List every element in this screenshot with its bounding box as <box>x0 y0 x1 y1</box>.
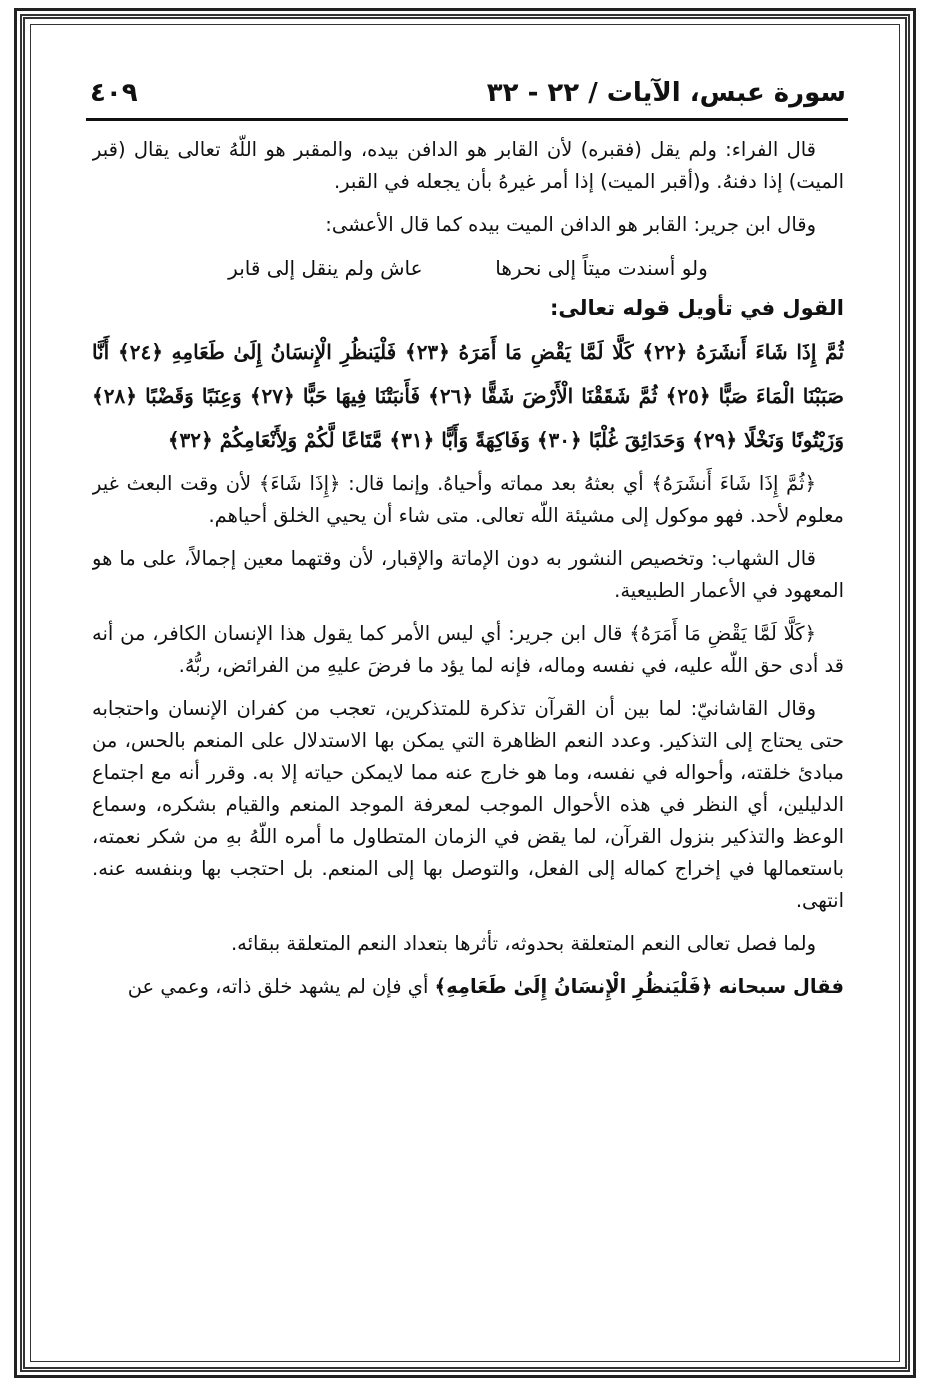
verse-hemistich-first: ولو أسندت ميتاً إلى نحرها <box>495 256 708 280</box>
page-number: ٤٠٩ <box>90 78 138 108</box>
paragraph-shihab: قال الشهاب: وتخصيص النشور به دون الإماتة والإقبار، لأن وقتهما معين إجمالاً، على ما هو المعهود في الأعمار الطبيعية. <box>92 547 844 602</box>
poetry-verse <box>92 252 844 284</box>
section-heading: القول في تأويل قوله تعالى: <box>550 296 844 320</box>
paragraph-commentary-24-intro: ولما فصل تعالى النعم المتعلقة بحدوثه، تأثرها بتعداد النعم المتعلقة ببقائه. <box>230 932 816 955</box>
running-title: سورة عبس، الآيات / ٢٢ - ٣٢ <box>486 78 846 108</box>
commentary-text: أي فإن لم يشهد خلق ذاته، وعمي عن <box>127 975 429 998</box>
paragraph-farra: قال الفراء: ولم يقل (فقبره) لأن القابر هو الدافن بيده، والمقبر هو اللّهُ تعالى يقال (قبر الميت) إذا دفنهُ. و(أقبر الميت) إذا أمر غيرهُ بأن يجعله في القبر. <box>92 138 844 193</box>
page-header <box>90 72 846 116</box>
quran-verses: ثُمَّ إِذَا شَاءَ أَنشَرَهُ ﴿٢٢﴾ كَلَّا لَمَّا يَقْضِ مَا أَمَرَهُ ﴿٢٣﴾ فَلْيَنظُرِ الْإِنسَانُ إِلَىٰ طَعَامِهِ ﴿٢٤﴾ أَنَّا صَبَبْنَا الْمَاءَ صَبًّا ﴿٢٥﴾ ثُمَّ شَقَقْنَا الْأَرْضَ شَقًّا ﴿٢٦﴾ فَأَنبَتْنَا فِيهَا حَبًّا ﴿٢٧﴾ وَعِنَبًا وَقَضْبًا ﴿٢٨﴾ وَزَيْتُونًا وَنَخْلًا ﴿٢٩﴾ وَحَدَائِقَ غُلْبًا ﴿٣٠﴾ وَفَاكِهَةً وَأَبًّا ﴿٣١﴾ مَّتَاعًا لَّكُمْ وَلِأَنْعَامِكُمْ ﴿٣٢﴾ <box>92 340 844 452</box>
paragraph-commentary-23: ﴿كَلَّا لَمَّا يَقْضِ مَا أَمَرَهُ﴾ قال ابن جرير: أي ليس الأمر كما يقول هذا الإنسان الكافر، من أنه قد أدى حق اللّه عليه، في نفسه وماله، فإنه لما يؤد ما فرضَ عليهِ من الفرائض، ربُّهُ. <box>92 622 844 677</box>
paragraph-ibn-jarir: وقال ابن جرير: القابر هو الدافن الميت بيده كما قال الأعشى: <box>325 213 816 236</box>
quran-quote: ﴿فَلْيَنظُرِ الْإِنسَانُ إِلَىٰ طَعَامِهِ﴾ <box>434 975 713 998</box>
header-rule <box>86 118 848 121</box>
paragraph-qashani: وقال القاشانيّ: لما بين أن القرآن تذكرة للمتذكرين، تعجب من كفران الإنسان واحتجابه حتى يحتاج إلى التذكير. وعدد النعم الظاهرة التي يمكن بها الاستدلال على المنعم بالحس، من مبادئ خلقته، وأحواله في نفسه، وما هو خارج عنه مما لايمكن حياته إلا به. وقرر أنه مع اجتماع الدليلين، أي النظر في هذه الأحوال الموجب لمعرفة الموجد المنعم والقيام بشكره، وسماع الوعظ والتذكير بنزول القرآن، لما يقض في الزمان المتطاول ما أمره اللّهُ بهِ من شكر نعمته، باستعمالها في إخراج كماله إلى الفعل، والتوصل بها إلى المنعم. بل احتجب بها وبنفسه عنه. انتهى. <box>92 697 844 912</box>
commentary-lead: فقال سبحانه <box>718 975 844 998</box>
paragraph-commentary-24 <box>92 971 844 1003</box>
verse-hemistich-second: عاش ولم ينقل إلى قابر <box>228 256 423 280</box>
paragraph-commentary-22: ﴿ثُمَّ إِذَا شَاءَ أَنشَرَهُ﴾ أي بعثهُ بعد مماته وأحياهُ. وإنما قال: ﴿إِذَا شَاءَ﴾ لأن وقت البعث غير معلوم لأحد. فهو موكول إلى مشيئة اللّه تعالى. متى شاء أن يحيي الخلق أحياهم. <box>92 472 844 527</box>
page-body <box>92 134 844 1364</box>
